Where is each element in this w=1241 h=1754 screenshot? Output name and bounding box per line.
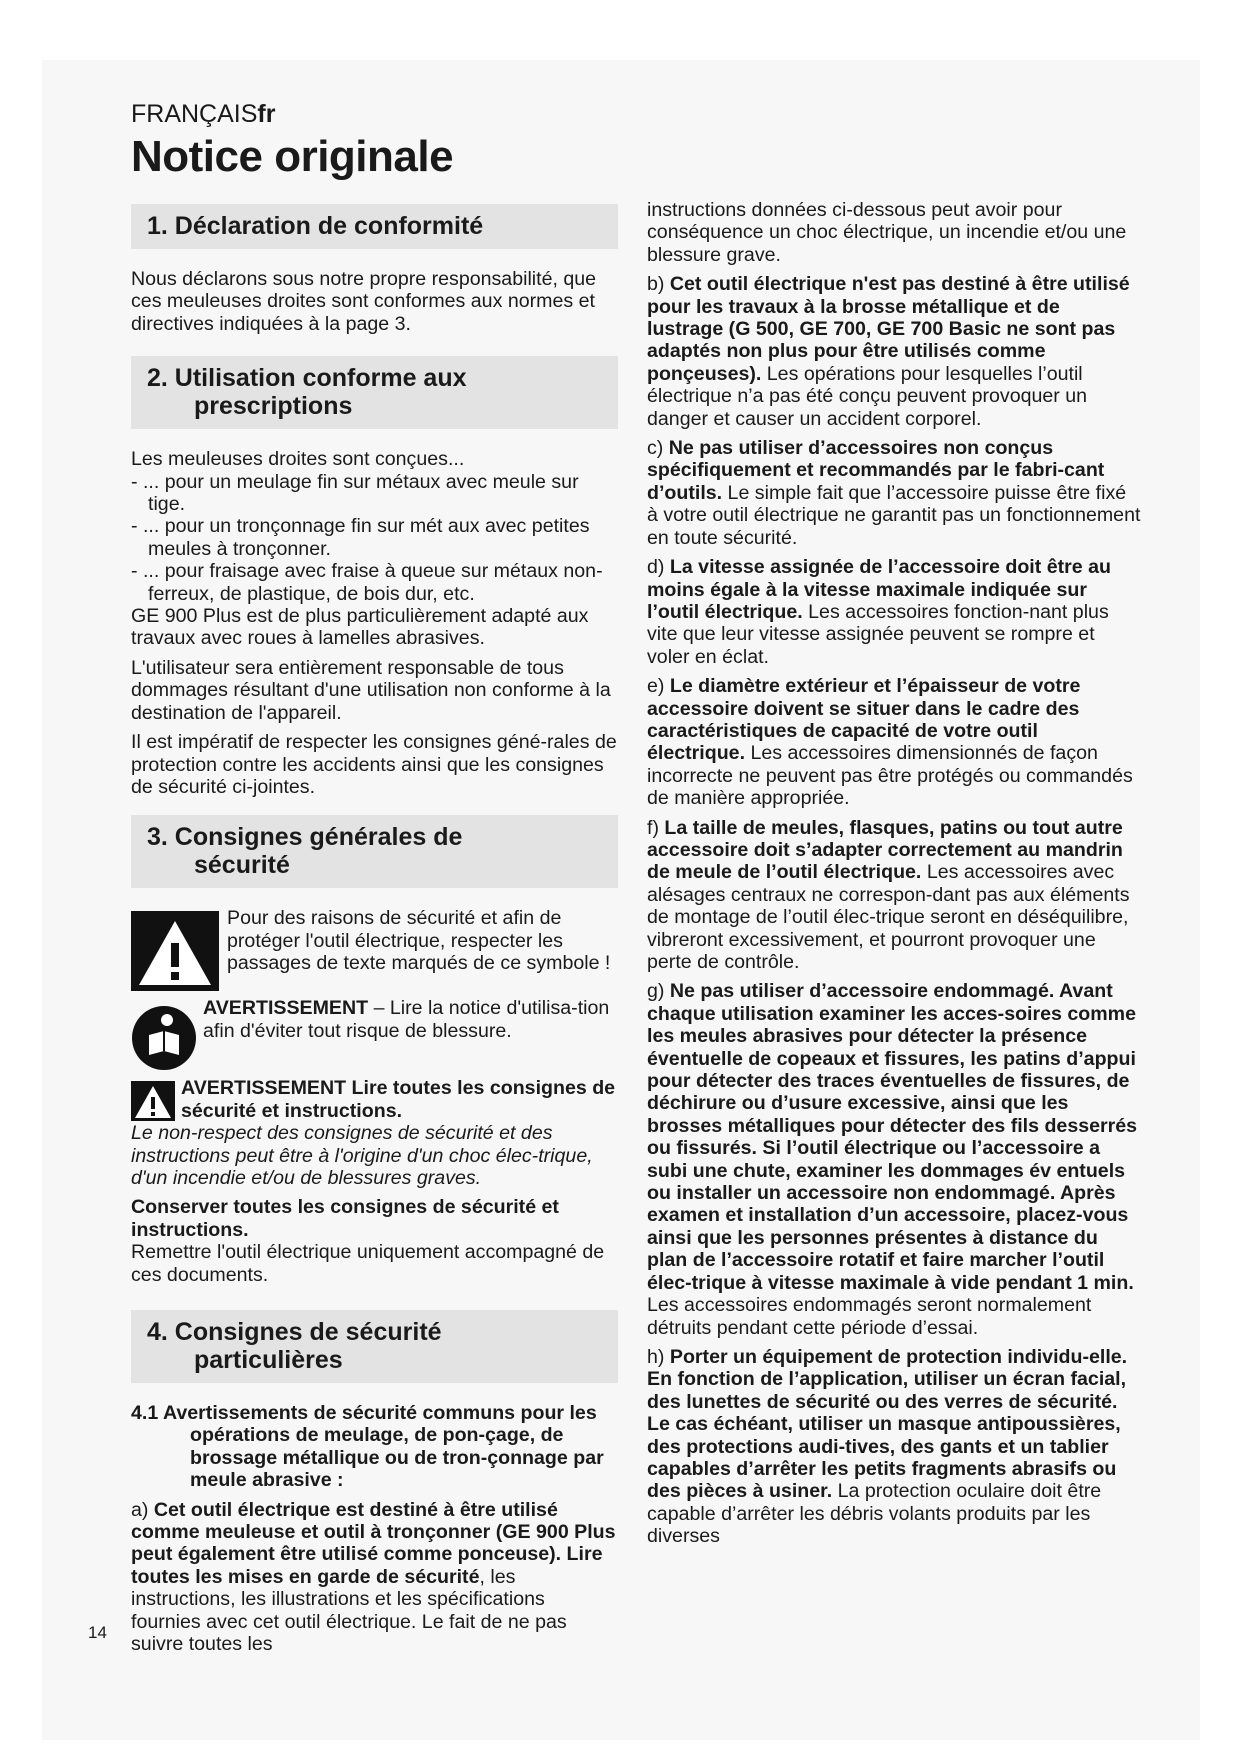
read-manual-icon (131, 1005, 197, 1071)
section-heading-2: 2. Utilisation conforme aux prescriptions (131, 356, 618, 429)
warning-label: AVERTISSEMENT (203, 997, 369, 1020)
declaration-text: Nous déclarons sous notre propre responsabilité, que ces meuleuses droites sont conformes aux normes et directives indiquées à la page 3. (131, 268, 597, 335)
section-heading-3: 3. Consignes générales de sécurité (131, 815, 618, 888)
list-item: - ... pour fraisage avec fraise à queue sur métaux non-ferreux, de plastique, de bois dur, etc. (131, 560, 603, 605)
usage-list (131, 448, 618, 605)
item-b: b) Cet outil électrique n'est pas destiné à être utilisé pour les travaux à la brosse métallique et de lustrage (G 500, GE 700, GE 700 Basic ne sont pas adaptés non plus pour être utilisés comme ponçeuses). Les opérations pour lesquelles l’outil électrique n’a pas été conçu peuvent provoquer un danger et causer un accident corporel. (647, 273, 1130, 430)
usage-ge900: GE 900 Plus est de plus particulièrement adapté aux travaux avec roues à lamelles abrasives. (131, 605, 589, 650)
language-code: fr (257, 100, 276, 128)
page-number: 14 (88, 1623, 107, 1642)
symbol-note-text: Pour des raisons de sécurité et afin de protéger l'outil électrique, respecter les passages de texte marqués de ce symbole ! (227, 907, 611, 975)
warning-text: – Lire la notice d'utilisa-tion afin d'éviter tout risque de blessure. (203, 997, 610, 1042)
warning-triangle-icon (131, 911, 219, 991)
section-heading-1: 1. Déclaration de conformité (131, 204, 618, 249)
warning-triangle-small-icon (131, 1081, 175, 1121)
item-a: a) Cet outil électrique est destiné à être utilisé comme meuleuse et outil à tronçonner (GE 900 Plus peut également être utilisé comme ponceuse). Lire toutes les mises en garde de sécurité, les instructions, les illustrations et les spécifications fournies avec cet outil électrique. Le fait de ne pas suivre toutes les (131, 1498, 616, 1656)
symbol-note (131, 907, 618, 991)
item-e: e) Le diamètre extérieur et l’épaisseur de votre accessoire doivent se situer dans le cadre des caractéristiques de capacité de votre outil électrique. Les accessoires dimensionnés de façon incorrecte ne peuvent pas être protégés ou commandés de manière appropriée. (647, 675, 1133, 810)
item-h: h) Porter un équipement de protection individu-elle. En fonction de l’application, utiliser un écran facial, des lunettes de sécurité ou des verres de sécurité. Le cas échéant, utiliser un masque antipoussières, des protections audi-tives, des gants et un tablier capables d’arrêter les petits fragments abrasifs ou des pièces à usiner. La protection oculaire doit être capable d’arrêter les débris volants produits par les diverses (647, 1345, 1128, 1548)
list-item: - ... pour un tronçonnage fin sur mét aux avec petites meules à tronçonner. (131, 515, 590, 560)
item-f: f) La taille de meules, flasques, patins ou tout autre accessoire doit s’adapter correctement au mandrin de meule de l’outil électrique. Les accessoires avec alésages centraux ne correspon-dant pas aux éléments de montage de l’outil élec-trique seront en déséquilibre, vibreront excessivement, et pourront provoquer une perte de contrôle. (647, 816, 1130, 973)
read-all-warning (131, 1077, 618, 1122)
section-heading-4: 4. Consignes de sécurité particulières (131, 1310, 618, 1383)
item-d: d) La vitesse assignée de l’accessoire doit être au moins égale à la vitesse maximale indiquée sur l’outil électrique. Les accessoires fonction-nant plus vite que leur vitesse assignée peuvent se rompre et voler en éclat. (647, 556, 1111, 668)
page-title: Notice originale (131, 132, 454, 181)
left-column (131, 204, 618, 1662)
usage-intro: Les meuleuses droites sont conçues... (131, 448, 465, 471)
list-item: - ... pour un meulage fin sur métaux avec meule sur tige. (131, 470, 579, 516)
non-compliance-text: Le non-respect des consignes de sécurité et des instructions peut être à l'origine d'un choc élec-trique, d'un incendie et/ou de blessures graves. (131, 1122, 593, 1189)
item-g: g) Ne pas utiliser d’accessoire endommagé. Avant chaque utilisation examiner les acces-soires comme les meules abrasives pour détecter la présence éventuelle de copeaux et fissures, les patins d’appui pour détecter des traces éventuelles de fissures, de déchirure ou d’usure excessive, ainsi que les brosses métalliques pour détecter des fils desserrés ou fissurés. Si l’outil électrique ou l’accessoire a subi une chute, examiner les dommages év entuels ou installer un accessoire non endommagé. Après examen et installation d’un accessoire, placez-vous ainsi que les personnes présentes à distance du plan de l’accessoire rotatif et faire marcher l’outil élec-trique à vitesse maximale à vide pendant 1 min. Les accessoires endommagés seront normalement détruits pendant cette période d’essai. (647, 980, 1138, 1339)
keep-instructions: Conserver toutes les consignes de sécurité et instructions. (131, 1196, 559, 1241)
language-label: FRANÇAISfr (131, 100, 276, 128)
read-manual-warning (131, 997, 618, 1071)
right-column (647, 199, 1141, 1555)
item-c: c) Ne pas utiliser d’accessoires non conçus spécifiquement et recommandés par le fabri-cant d’outils. Le simple fait que l’accessoire puisse être fixé à votre outil électrique ne garantit pas un fonctionnement en toute sécurité. (647, 437, 1141, 549)
read-all-warning-text: AVERTISSEMENT Lire toutes les consignes de sécurité et instructions. (181, 1077, 616, 1122)
continued-text: instructions données ci-dessous peut avoir pour conséquence un choc électrique, un incendie et/ou une blessure grave. (647, 199, 1127, 266)
subsection-4-1: 4.1 Avertissements de sécurité communs pour les opérations de meulage, de pon-çage, de brossage métallique ou de tron-çonnage par meule abrasive : (131, 1401, 604, 1492)
usage-rules: Il est impératif de respecter les consignes géné-rales de protection contre les accidents ainsi que les consignes de sécurité ci-jointes. (131, 731, 617, 798)
usage-responsibility: L'utilisateur sera entièrement responsable de tous dommages résultant d'une utilisation non conforme à la destination de l'appareil. (131, 656, 611, 724)
keep-instructions-text: Remettre l'outil électrique uniquement accompagné de ces documents. (131, 1241, 605, 1286)
